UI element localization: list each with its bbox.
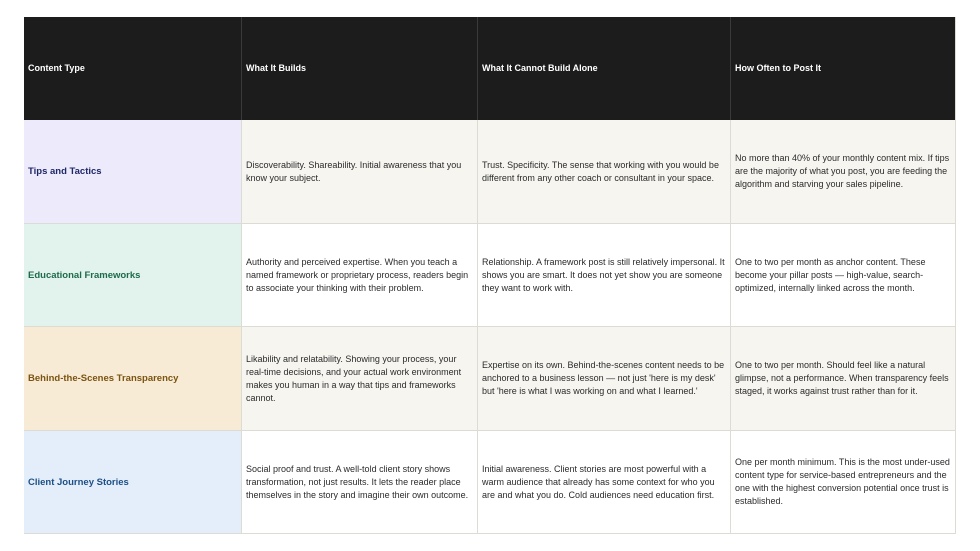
row-often-cell: One per month minimum. This is the most under-used content type for service-based entrepreneurs and the one with the highest conversion potential once trust is established. xyxy=(731,431,956,534)
header-content-type: Content Type xyxy=(24,17,242,120)
row-type-cell: Client Journey Stories xyxy=(24,431,242,534)
row-type-cell: Behind-the-Scenes Transparency xyxy=(24,327,242,431)
row-often-cell: No more than 40% of your monthly content mix. If tips are the majority of what you post, you are feeding the algorithm and starving your sales pipeline. xyxy=(731,120,956,224)
row-builds-cell: Discoverability. Shareability. Initial awareness that you know your subject. xyxy=(242,120,478,224)
row-builds-cell: Likability and relatability. Showing your process, your real-time decisions, and your actual work environment makes you human in a way that tips and frameworks cannot. xyxy=(242,327,478,431)
row-cannot-cell: Expertise on its own. Behind-the-scenes content needs to be anchored to a business lesson — not just 'here is my desk' but 'here is what I was working on and what I learned.' xyxy=(478,327,731,431)
row-cannot-cell: Initial awareness. Client stories are most powerful with a warm audience that already has some context for who you are and what you do. Cold audiences need education first. xyxy=(478,431,731,534)
content-type-table xyxy=(24,17,956,534)
row-cannot-cell: Relationship. A framework post is still relatively impersonal. It shows you are smart. It does not yet show you are someone they want to work with. xyxy=(478,224,731,327)
row-cannot-cell: Trust. Specificity. The sense that working with you would be different from any other coach or consultant in your space. xyxy=(478,120,731,224)
row-type-cell: Educational Frameworks xyxy=(24,224,242,327)
header-what-it-cannot-build: What It Cannot Build Alone xyxy=(478,17,731,120)
row-builds-cell: Social proof and trust. A well-told client story shows transformation, not just results. It lets the reader place themselves in the story and imagine their own outcome. xyxy=(242,431,478,534)
row-often-cell: One to two per month. Should feel like a natural glimpse, not a performance. When transparency feels staged, it works against trust rather than for it. xyxy=(731,327,956,431)
header-how-often: How Often to Post It xyxy=(731,17,956,120)
row-often-cell: One to two per month as anchor content. These become your pillar posts — high-value, search-optimized, internally linked across the month. xyxy=(731,224,956,327)
row-builds-cell: Authority and perceived expertise. When you teach a named framework or proprietary process, readers begin to associate your thinking with their problem. xyxy=(242,224,478,327)
header-what-it-builds: What It Builds xyxy=(242,17,478,120)
row-type-cell: Tips and Tactics xyxy=(24,120,242,224)
